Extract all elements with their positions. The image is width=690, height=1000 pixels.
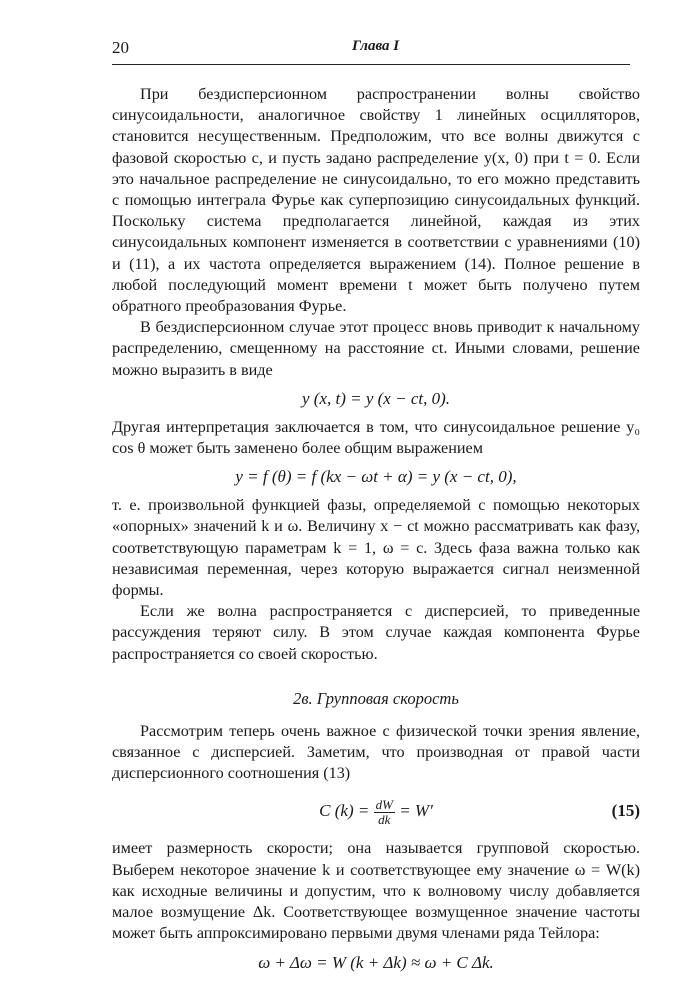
section-title: 2в. Групповая скорость: [293, 688, 459, 708]
paragraph-6: Рассмотрим теперь очень важное с физической точки зрения явление, связанное с дисперсией. Заметим, что производная от правой части дисперсионного соотношения (13): [112, 721, 640, 783]
page-header: [112, 38, 630, 68]
page-body: [112, 84, 640, 981]
paragraph-3: Другая интерпретация заключается в том, что синусоидальное решение y₀ cos θ может быть заменено более общим выражением: [112, 417, 640, 458]
equation-15-lhs: C (k) =: [319, 801, 370, 821]
paragraph-7: имеет размерность скорости; она называется групповой скоростью. Выберем некоторое значение k и соответствующее ему значение ω = W(k) как исходные величины и допустим, что к волновому числу добавляется малое возмущение Δk. Соответствующее возмущенное значение частоты может быть аппроксимировано первыми двумя членами ряда Тейлора:: [112, 839, 640, 943]
equation-2: y = f (θ) = f (kx − ωt + α) = y (x − ct, 0),: [235, 467, 517, 487]
equation-15-rhs: = W′: [399, 801, 433, 821]
fraction-denominator: dk: [378, 812, 391, 828]
running-title: Глава I: [352, 38, 400, 54]
paragraph-1: При бездисперсионном распространении волны свойство синусоидальности, аналогичное свойству 1 линейных осцилляторов, становится несущественным. Предположим, что все волны движутся с фазовой скоростью c, и пусть задано распределение y(x, 0) при t = 0. Если это начальное распределение не синусоидально, то его можно представить с помощью интеграла Фурье как суперпозицию синусоидальных функций. Поскольку система предполагается линейной, каждая из этих синусоидальных компонент изменяется в соответствии с уравнениями (10) и (11), а их частота определяется выражением (14). Полное решение в любой последующий момент времени t может быть получено путем обратного преобразования Фурье.: [112, 85, 640, 316]
paragraph-5: Если же волна распространяется с дисперсией, то приведенные рассуждения теряют силу. В этом случае каждая компонента Фурье распространяется со своей скоростью.: [112, 602, 640, 663]
paragraph-2: В бездисперсионном случае этот процесс вновь приводит к начальному распределению, смещенному на расстояние ct. Иными словами, решение можно выразить в виде: [112, 318, 640, 379]
equation-1: y (x, t) = y (x − ct, 0).: [301, 388, 450, 408]
equation-15-fraction: [374, 798, 395, 827]
equation-taylor: ω + Δω = W (k + Δk) ≈ ω + C Δk.: [258, 952, 494, 972]
header-rule: [112, 64, 630, 65]
fraction-numerator: dW: [375, 797, 393, 813]
equation-15: [112, 794, 640, 828]
page-number: 20: [112, 38, 129, 57]
paragraph-4: т. е. произвольной функцией фазы, определяемой с помощью некоторых «опорных» значений k и ω. Величину x − ct можно рассматривать как фазу, соответствующую параметрам k = 1, ω = c. Здесь фаза важна только как независимая переменная, через которую выражается сигнал неизменной формы.: [112, 496, 640, 600]
equation-number: (15): [611, 801, 640, 821]
